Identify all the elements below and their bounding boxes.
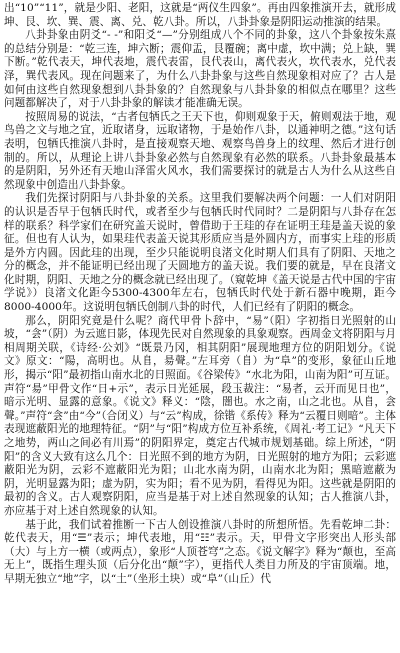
paragraph-1: 出“10”“11”，就是少阳、老阳，这就是“两仪生四象”。再由四象推演开去，就形成坤、艮、坎、巽、震、离、兑、乾八卦。所以，八卦卦象是阴阳运动推演的结果。: [4, 2, 396, 28]
paragraph-5: 那么，阴阳究竟是什么呢？商代甲骨卜辞中，“易”（阳）字初指日光照射的山坡，“侌”（阴）为云遮日影，体现先民对自然现象的具象观察。西周金文将阴阳与月相周期关联，《诗经·公刘》“既景乃冈，相其阴阳”展现地理方位的阴阳划分。《说文》原文：“陽，高明也。从𨸏，昜聲。”左耳旁（𨸏）为“阜”的变形，象征山丘地形，揭示“阳”最初指山南水北的日照面。《谷梁传》“水北为阳，山南为阳”可互证。声符“昜”甲骨文作“日+示”，表示日光延展，段玉裁注：“易者，云开而见日也”，暗示光明、显露的意象。《说文》释义：“陰，闇也。水之南，山之北也。从𨸏，侌聲。”声符“侌”由“今”（合闭义）与“云”构成，徐锴《系传》释为“云覆日则暗”。主体表现遮蔽阳光的地理特征。“阴”与“阳”构成方位互补系统，《周礼·考工记》“凡天下之地势，两山之间必有川焉”的阴阳界定，奠定古代城市规划基础。综上所述，“阴阳”的含义大致有这么几个：日光照不到的地方为阴，日光照射的地方为阳；云彩遮蔽阳光为阴，云彩不遮蔽阳光为阳；山北水南为阴，山南水北为阳；黑暗遮蔽为阴，光明显露为阳；虚为阴，实为阳；看不见为阴，看得见为阳。这些就是阴阳的最初的含义。古人观察阴阳，应当是基于对上述自然现象的认知；古人推演八卦，亦应基于对上述自然现象的认知。: [4, 314, 396, 517]
paragraph-4: 我们先探讨阴阳与八卦卦象的关系。这里我们要解决两个问题：一人们对阴阳的认识是否早于包牺氏时代，或者至少与包牺氏时代同时？二是阴阳与八卦存在怎样的联系？科学家们在研究盖天说时，曾借助于王珪的存在证明王珪是盖天说的象征。但也有人认为，如果珪代表盖天说其形质应当是外圆内方，而事实上珪的形质是外方内圆。因此珪的出现，至少只能说明良渚文化时期人们具有了阴阳、天地之分的概念，并不能证明已经出现了天圆地方的盖天说。我们要的就是，早在良渚文化时期，阴阳、天地之分的概念就已经出现了。（窥乾坤《盖天说是古代中国的宇宙学说》）良渚文化距今5300-4300年左右，包牺氏时代处于新石器中晚期，距今8000-4000年。这说明包牺氏创制八卦的时代，人们已经有了阴阳的概念。: [4, 192, 396, 314]
paragraph-2: 八卦卦象由阴爻“- -”和阳爻“—”分别组成八个不同的卦象，这八个卦象按朱熹的总结分别是：“乾三连，坤六断；震仰盂，艮覆碗；离中虚，坎中满；兑上缺，巽下断。”乾代表天，坤代表地，震代表雷，艮代表山，离代表火，坎代表水，兑代表泽，巽代表风。现在问题来了，为什么八卦卦象与这些自然现象相对应了？古人是如何由这些自然现象想到八卦卦象的？自然现象与八卦卦象的相似点在哪里？这些问题都解决了，对于八卦卦象的解读才能准确无误。: [4, 29, 396, 110]
paragraph-3: 按照周易的说法，“古者包牺氏之王天下也，仰则观象于天，俯则观法于地，观鸟兽之文与地之宜，近取诸身，远取诸物，于是始作八卦，以通神明之德。”这句话表明，包牺氏推演八卦时，是直接观察天地、观察鸟兽身上的纹理、然后才进行创制的。所以，从理论上讲八卦卦象必然与自然现象有必然的联系。八卦卦象最基本的是阴阳，另外还有天地山泽雷火风水，我们需要探讨的就是古人为什么从这些自然现象中创造出八卦卦象。: [4, 110, 396, 191]
paragraph-6: 基于此，我们试着推断一下古人创设推演八卦时的所想所悟。先看乾坤二卦：乾代表天，用“☰”表示；坤代表地，用“☷”表示。天，甲骨文字形突出人形头部（大）与上方一横（或两点），象形“人顶苍穹”之态。《说文解字》释为“颠也，至高无上”，既指生理头顶（后分化出“颠”字），更指代人类目力所及的宇宙顶端。地，早期无独立“地”字，以“土”（坐形土块）或“阜”（山丘）代: [4, 518, 396, 585]
